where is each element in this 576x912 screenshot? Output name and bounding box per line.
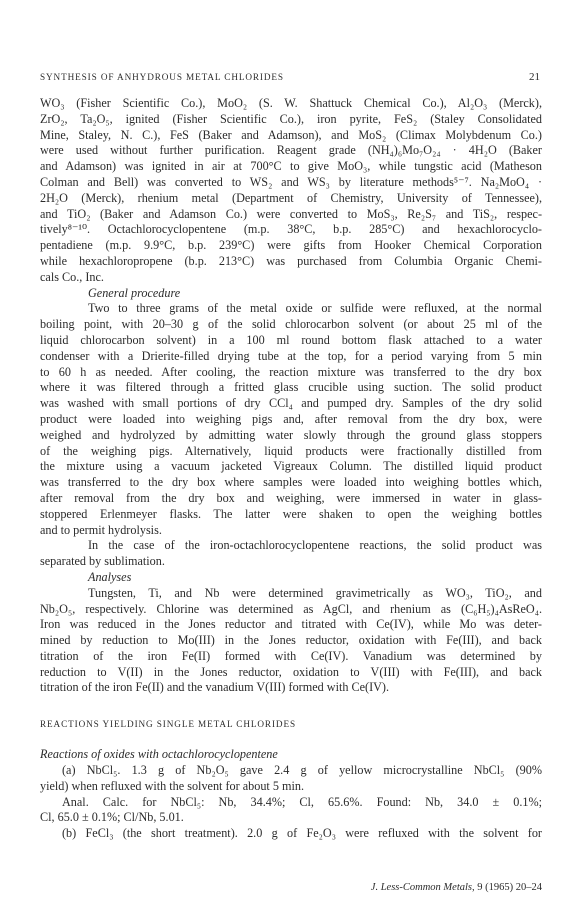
text-line: were used without further purification. Reagent grade (NH₄)₆Mo₇O₂₄ · 4H₂O (Baker	[40, 143, 542, 158]
text-line: (b) FeCl₃ (the short treatment). 2.0 g of Fe₂O₃ were refluxed with the solvent for	[62, 826, 542, 841]
text-line: cals Co., Inc.	[40, 269, 104, 284]
text-line: pentadiene (m.p. 9.9°C, b.p. 239°C) were gifts from Hooker Chemical Corporation	[40, 238, 542, 253]
text-line: stoppered Erlenmeyer flasks. The latter were shaken to open the weighing bottles	[40, 506, 542, 521]
text-line: Mine, Staley, N. C.), FeS (Baker and Adamson), and MoS₂ (Climax Molybdenum Co.)	[40, 127, 542, 142]
subsection-heading: Analyses	[88, 569, 132, 584]
text-line: condenser with a Drierite-filled drying tube at the top, for a period varying from 5 min	[40, 348, 542, 363]
text-line: liquid chlorocarbon solvent) in a 100 ml round bottom flask attached to a water	[40, 332, 542, 347]
text-line: after removal from the dry box and weighing, were immersed in water in glass-	[40, 490, 542, 505]
text-line: Iron was reduced in the Jones reductor and titrated with Ce(IV), while Mo was deter-	[40, 617, 542, 632]
text-line: Cl, 65.0 ± 0.1%; Cl/Nb, 5.01.	[40, 810, 184, 825]
section-heading: REACTIONS YIELDING SINGLE METAL CHLORIDES	[40, 719, 296, 730]
text-line: Colman and Bell) was converted to WS₂ and WS₃ by literature methods⁵⁻⁷. Na₂MoO₄ ·	[40, 174, 542, 189]
text-line: and Adamson) was ignited in air at 700°C to give MoO₃, while tungstic acid (Matheson	[40, 159, 542, 174]
text-line: weighed and hydrolyzed by admitting water slowly through the ground glass stoppers	[40, 427, 542, 442]
body-text	[40, 96, 542, 842]
journal-footer	[371, 882, 542, 893]
text-line: was washed with small portions of dry CCl₄ and pumped dry. Samples of the dry solid	[40, 396, 542, 411]
text-line: reduction to V(II) in the Jones reductor, oxidation to V(III) with Fe(III), and back	[40, 664, 542, 679]
text-line: In the case of the iron-octachlorocyclopentene reactions, the solid product was	[88, 538, 542, 553]
text-line: tively⁸⁻¹⁰. Octachlorocyclopentene (m.p. 38°C, b.p. 285°C) and hexachlorocyclo-	[40, 222, 542, 237]
journal-name: J. Less-Common Metals,	[370, 882, 475, 893]
text-line: (a) NbCl₅. 1.3 g of Nb₂O₅ gave 2.4 g of yellow microcrystalline NbCl₅ (90%	[62, 763, 542, 778]
text-line: WO₃ (Fisher Scientific Co.), MoO₂ (S. W. Shattuck Chemical Co.), Al₂O₃ (Merck),	[40, 96, 542, 110]
text-line: 2H₂O (Merck), rhenium metal (Department of Chemistry, University of Tennessee),	[40, 190, 542, 205]
subsection-heading: Reactions of oxides with octachlorocyclopentene	[40, 747, 278, 762]
page-number: 21	[529, 71, 540, 83]
text-line: Anal. Calc. for NbCl₅: Nb, 34.4%; Cl, 65.6%. Found: Nb, 34.0 ± 0.1%;	[62, 794, 542, 809]
text-line: and to permit hydrolysis.	[40, 522, 162, 537]
running-header	[40, 72, 540, 86]
text-line: where it was filtered through a fritted glass crucible using suction. The solid product	[40, 380, 542, 395]
text-line: mined by reduction to Mo(III) in the Jones reductor, oxidation with Fe(III), and back	[40, 633, 542, 648]
text-line: of the weighing pigs. Alternatively, liquid products were fractionally distilled from	[40, 443, 542, 458]
text-line: to 60 h as needed. After cooling, the reaction mixture was transferred to the dry box	[40, 364, 542, 379]
text-line: product were loaded into weighing pigs and, after removal from the dry box, were	[40, 411, 542, 426]
text-line: Tungsten, Ti, and Nb were determined gravimetrically as WO₃, TiO₂, and	[88, 585, 542, 600]
journal-citation: 9 (1965) 20–24	[477, 882, 542, 893]
subsection-heading: General procedure	[88, 285, 181, 300]
text-line: Two to three grams of the metal oxide or sulfide were refluxed, at the normal	[88, 301, 542, 316]
text-line: titration of the iron Fe(II) formed with Ce(IV). Vanadium was determined by	[40, 648, 542, 663]
text-line: was transferred to the dry box where samples were loaded into weighing bottles which,	[40, 475, 542, 490]
text-line: yield) when refluxed with the solvent for about 5 min.	[40, 778, 305, 793]
running-title: SYNTHESIS OF ANHYDROUS METAL CHLORIDES	[40, 72, 284, 82]
text-line: Nb₂O₅, respectively. Chlorine was determined as AgCl, and rhenium as (C₆H₅)₄AsReO₄.	[40, 601, 542, 616]
text-line: separated by sublimation.	[40, 554, 165, 569]
text-line: boiling point, with 20–30 g of the solid chlorocarbon solvent (or about 25 ml of the	[40, 317, 542, 332]
text-line: ZrO₂, Ta₂O₅, ignited (Fisher Scientific Co.), iron pyrite, FeS₂ (Staley Consolidated	[40, 111, 542, 126]
text-line: and TiO₂ (Baker and Adamson Co.) were converted to MoS₃, Re₂S₇ and TiS₂, respec-	[40, 206, 542, 221]
text-line: titration of the iron Fe(II) and the vanadium V(III) formed with Ce(IV).	[40, 680, 390, 695]
text-line: while hexachloropropene (b.p. 213°C) was purchased from Columbia Organic Chemi-	[40, 253, 542, 268]
text-line: the mixture using a vacuum jacketed Vigreaux Column. The distilled liquid product	[40, 459, 542, 474]
